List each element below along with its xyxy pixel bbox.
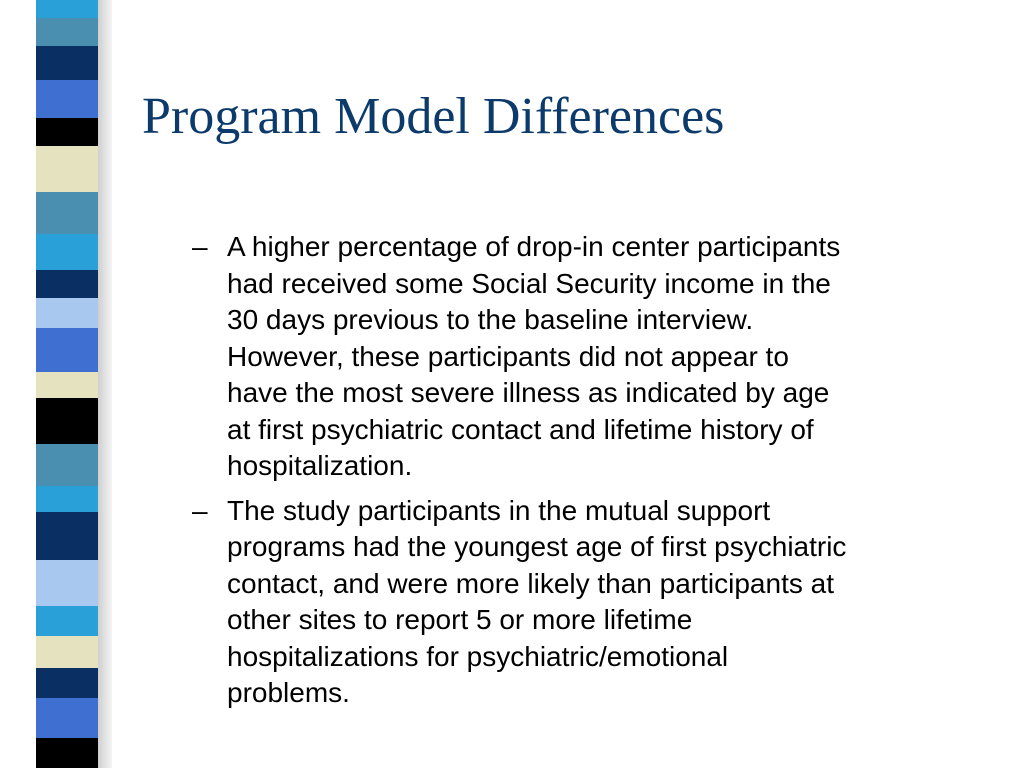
bullet-text-line: programs had the youngest age of first psychiatric: [227, 531, 847, 562]
stripe-band: [36, 372, 98, 398]
dash-bullet-marker: –: [192, 231, 208, 262]
stripe-band: [36, 560, 98, 606]
stripe-band: [36, 270, 98, 298]
bullet-text-line: have the most severe illness as indicated by age: [227, 377, 830, 408]
bullet-text-line: other sites to report 5 or more lifetime: [227, 604, 693, 635]
stripe-band: [36, 234, 98, 270]
slide-title: Program Model Differences: [142, 88, 725, 145]
dash-bullet-marker: –: [192, 494, 208, 526]
stripe-band: [36, 328, 98, 372]
bullet-text-line: 30 days previous to the baseline interview.: [227, 304, 754, 335]
bullet-list: [192, 229, 992, 720]
bullet-text-line: problems.: [227, 677, 350, 708]
stripe-band: [36, 118, 98, 146]
stripe-band: [36, 46, 98, 80]
bullet-text-line: The study participants in the mutual support: [227, 494, 771, 526]
stripe-band: [36, 512, 98, 560]
bullet-item: [192, 493, 992, 712]
stripe-band: [36, 0, 98, 18]
stripe-band: [36, 146, 98, 192]
stripe-band: [36, 80, 98, 118]
bullet-text-line: A higher percentage of drop-in center participants: [227, 231, 841, 262]
bullet-text-line: hospitalization.: [227, 450, 413, 481]
decorative-stripe-bar: [0, 0, 120, 768]
bullet-text-line: contact, and were more likely than participants at: [227, 567, 834, 599]
bullet-text-line: hospitalizations for psychiatric/emotional: [227, 640, 729, 672]
stripe-band: [36, 606, 98, 636]
stripe-band: [36, 698, 98, 738]
stripe-band: [36, 636, 98, 668]
stripe-band: [36, 738, 98, 768]
stripe-band: [36, 398, 98, 444]
stripe-band: [36, 18, 98, 46]
bullet-text-line: had received some Social Security income in the: [227, 267, 831, 299]
stripe-band: [36, 444, 98, 486]
stripe-band: [36, 298, 98, 328]
stripe-band: [36, 668, 98, 698]
stripe-band: [36, 192, 98, 234]
bullet-text-line: However, these participants did not appear to: [227, 340, 789, 372]
bullet-item: [192, 229, 992, 485]
stripe-band: [36, 486, 98, 512]
bullet-text-line: at first psychiatric contact and lifetime history of: [227, 413, 814, 445]
